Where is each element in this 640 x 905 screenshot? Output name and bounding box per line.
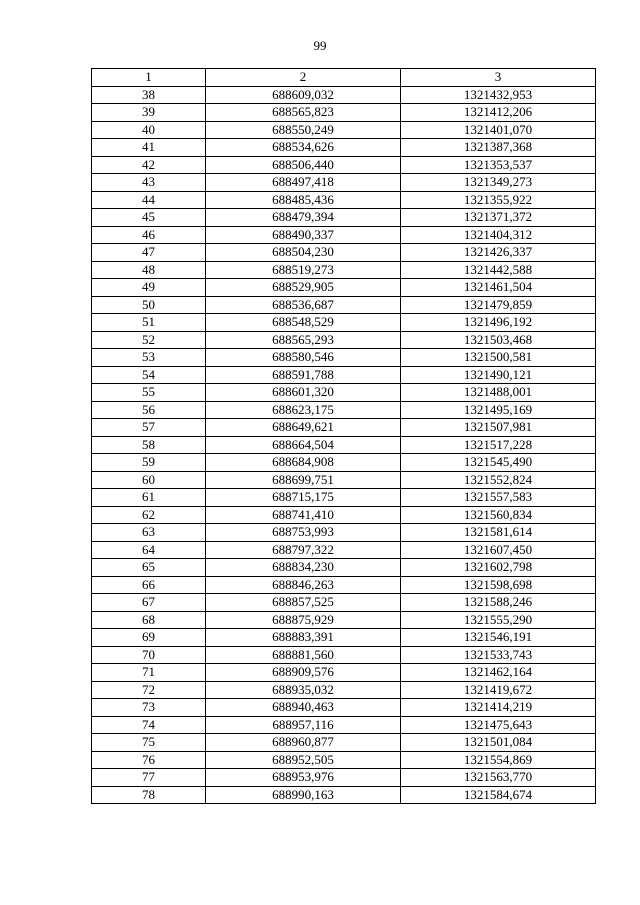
y-coordinate-cell: 1321588,246 xyxy=(401,594,596,612)
point-number-cell: 63 xyxy=(92,524,206,542)
x-coordinate-cell: 688940,463 xyxy=(206,699,401,717)
point-number-cell: 50 xyxy=(92,296,206,314)
y-coordinate-cell: 1321581,614 xyxy=(401,524,596,542)
table-row xyxy=(92,156,596,174)
point-number-cell: 57 xyxy=(92,419,206,437)
table-row xyxy=(92,751,596,769)
y-coordinate-cell: 1321488,001 xyxy=(401,384,596,402)
column-header-x: 2 xyxy=(206,69,401,87)
table-row xyxy=(92,104,596,122)
y-coordinate-cell: 1321404,312 xyxy=(401,226,596,244)
y-coordinate-cell: 1321414,219 xyxy=(401,699,596,717)
y-coordinate-cell: 1321501,084 xyxy=(401,734,596,752)
x-coordinate-cell: 688609,032 xyxy=(206,86,401,104)
y-coordinate-cell: 1321462,164 xyxy=(401,664,596,682)
column-header-point: 1 xyxy=(92,69,206,87)
x-coordinate-cell: 688990,163 xyxy=(206,786,401,804)
y-coordinate-cell: 1321602,798 xyxy=(401,559,596,577)
x-coordinate-cell: 688753,993 xyxy=(206,524,401,542)
point-number-cell: 71 xyxy=(92,664,206,682)
y-coordinate-cell: 1321598,698 xyxy=(401,576,596,594)
point-number-cell: 72 xyxy=(92,681,206,699)
point-number-cell: 76 xyxy=(92,751,206,769)
point-number-cell: 46 xyxy=(92,226,206,244)
table-row xyxy=(92,716,596,734)
x-coordinate-cell: 688935,032 xyxy=(206,681,401,699)
point-number-cell: 53 xyxy=(92,349,206,367)
y-coordinate-cell: 1321355,922 xyxy=(401,191,596,209)
table-row xyxy=(92,699,596,717)
point-number-cell: 62 xyxy=(92,506,206,524)
table-row xyxy=(92,611,596,629)
y-coordinate-cell: 1321496,192 xyxy=(401,314,596,332)
column-header-y: 3 xyxy=(401,69,596,87)
x-coordinate-cell: 688506,440 xyxy=(206,156,401,174)
table-row xyxy=(92,576,596,594)
point-number-cell: 68 xyxy=(92,611,206,629)
y-coordinate-cell: 1321412,206 xyxy=(401,104,596,122)
x-coordinate-cell: 688649,621 xyxy=(206,419,401,437)
y-coordinate-cell: 1321349,273 xyxy=(401,174,596,192)
point-number-cell: 44 xyxy=(92,191,206,209)
y-coordinate-cell: 1321517,228 xyxy=(401,436,596,454)
point-number-cell: 52 xyxy=(92,331,206,349)
x-coordinate-cell: 688550,249 xyxy=(206,121,401,139)
table-row xyxy=(92,786,596,804)
point-number-cell: 65 xyxy=(92,559,206,577)
table-row xyxy=(92,419,596,437)
x-coordinate-cell: 688699,751 xyxy=(206,471,401,489)
y-coordinate-cell: 1321475,643 xyxy=(401,716,596,734)
x-coordinate-cell: 688565,293 xyxy=(206,331,401,349)
table-row xyxy=(92,314,596,332)
point-number-cell: 56 xyxy=(92,401,206,419)
x-coordinate-cell: 688952,505 xyxy=(206,751,401,769)
table-row xyxy=(92,541,596,559)
y-coordinate-cell: 1321371,372 xyxy=(401,209,596,227)
x-coordinate-cell: 688580,546 xyxy=(206,349,401,367)
point-number-cell: 49 xyxy=(92,279,206,297)
table-row xyxy=(92,769,596,787)
point-number-cell: 39 xyxy=(92,104,206,122)
y-coordinate-cell: 1321490,121 xyxy=(401,366,596,384)
table-row xyxy=(92,646,596,664)
y-coordinate-cell: 1321584,674 xyxy=(401,786,596,804)
y-coordinate-cell: 1321557,583 xyxy=(401,489,596,507)
y-coordinate-cell: 1321432,953 xyxy=(401,86,596,104)
coordinates-table xyxy=(91,68,596,804)
table-row xyxy=(92,244,596,262)
x-coordinate-cell: 688485,436 xyxy=(206,191,401,209)
table-row xyxy=(92,559,596,577)
point-number-cell: 67 xyxy=(92,594,206,612)
header-row xyxy=(92,69,596,87)
point-number-cell: 60 xyxy=(92,471,206,489)
table-row xyxy=(92,86,596,104)
table-row xyxy=(92,349,596,367)
y-coordinate-cell: 1321503,468 xyxy=(401,331,596,349)
y-coordinate-cell: 1321461,504 xyxy=(401,279,596,297)
table-row xyxy=(92,366,596,384)
y-coordinate-cell: 1321552,824 xyxy=(401,471,596,489)
y-coordinate-cell: 1321607,450 xyxy=(401,541,596,559)
table-row xyxy=(92,489,596,507)
x-coordinate-cell: 688715,175 xyxy=(206,489,401,507)
table-row xyxy=(92,331,596,349)
x-coordinate-cell: 688529,905 xyxy=(206,279,401,297)
point-number-cell: 66 xyxy=(92,576,206,594)
point-number-cell: 69 xyxy=(92,629,206,647)
x-coordinate-cell: 688565,823 xyxy=(206,104,401,122)
page-number: 99 xyxy=(313,38,327,53)
x-coordinate-cell: 688664,504 xyxy=(206,436,401,454)
table-row xyxy=(92,209,596,227)
x-coordinate-cell: 688504,230 xyxy=(206,244,401,262)
x-coordinate-cell: 688536,687 xyxy=(206,296,401,314)
point-number-cell: 40 xyxy=(92,121,206,139)
table-row xyxy=(92,226,596,244)
x-coordinate-cell: 688684,908 xyxy=(206,454,401,472)
table-body xyxy=(92,86,596,804)
x-coordinate-cell: 688601,320 xyxy=(206,384,401,402)
x-coordinate-cell: 688957,116 xyxy=(206,716,401,734)
y-coordinate-cell: 1321479,859 xyxy=(401,296,596,314)
table-row xyxy=(92,261,596,279)
point-number-cell: 61 xyxy=(92,489,206,507)
point-number-cell: 42 xyxy=(92,156,206,174)
x-coordinate-cell: 688960,877 xyxy=(206,734,401,752)
y-coordinate-cell: 1321500,581 xyxy=(401,349,596,367)
x-coordinate-cell: 688534,626 xyxy=(206,139,401,157)
point-number-cell: 75 xyxy=(92,734,206,752)
x-coordinate-cell: 688881,560 xyxy=(206,646,401,664)
table-row xyxy=(92,296,596,314)
table-row xyxy=(92,191,596,209)
point-number-cell: 59 xyxy=(92,454,206,472)
point-number-cell: 74 xyxy=(92,716,206,734)
x-coordinate-cell: 688953,976 xyxy=(206,769,401,787)
table-row xyxy=(92,436,596,454)
point-number-cell: 70 xyxy=(92,646,206,664)
x-coordinate-cell: 688490,337 xyxy=(206,226,401,244)
table-row xyxy=(92,401,596,419)
x-coordinate-cell: 688519,273 xyxy=(206,261,401,279)
table-row xyxy=(92,454,596,472)
x-coordinate-cell: 688797,322 xyxy=(206,541,401,559)
y-coordinate-cell: 1321387,368 xyxy=(401,139,596,157)
table-row xyxy=(92,174,596,192)
y-coordinate-cell: 1321546,191 xyxy=(401,629,596,647)
x-coordinate-cell: 688875,929 xyxy=(206,611,401,629)
table-row xyxy=(92,121,596,139)
x-coordinate-cell: 688479,394 xyxy=(206,209,401,227)
y-coordinate-cell: 1321442,588 xyxy=(401,261,596,279)
point-number-cell: 64 xyxy=(92,541,206,559)
y-coordinate-cell: 1321353,537 xyxy=(401,156,596,174)
x-coordinate-cell: 688623,175 xyxy=(206,401,401,419)
table-row xyxy=(92,629,596,647)
x-coordinate-cell: 688909,576 xyxy=(206,664,401,682)
point-number-cell: 54 xyxy=(92,366,206,384)
point-number-cell: 47 xyxy=(92,244,206,262)
y-coordinate-cell: 1321560,834 xyxy=(401,506,596,524)
table-row xyxy=(92,664,596,682)
x-coordinate-cell: 688857,525 xyxy=(206,594,401,612)
table-row xyxy=(92,594,596,612)
x-coordinate-cell: 688846,263 xyxy=(206,576,401,594)
point-number-cell: 73 xyxy=(92,699,206,717)
y-coordinate-cell: 1321555,290 xyxy=(401,611,596,629)
point-number-cell: 45 xyxy=(92,209,206,227)
point-number-cell: 38 xyxy=(92,86,206,104)
y-coordinate-cell: 1321401,070 xyxy=(401,121,596,139)
point-number-cell: 48 xyxy=(92,261,206,279)
y-coordinate-cell: 1321545,490 xyxy=(401,454,596,472)
table-header xyxy=(92,69,596,87)
y-coordinate-cell: 1321563,770 xyxy=(401,769,596,787)
point-number-cell: 43 xyxy=(92,174,206,192)
y-coordinate-cell: 1321419,672 xyxy=(401,681,596,699)
table-row xyxy=(92,734,596,752)
point-number-cell: 78 xyxy=(92,786,206,804)
table-row xyxy=(92,471,596,489)
x-coordinate-cell: 688834,230 xyxy=(206,559,401,577)
table-row xyxy=(92,524,596,542)
y-coordinate-cell: 1321426,337 xyxy=(401,244,596,262)
table-row xyxy=(92,139,596,157)
point-number-cell: 51 xyxy=(92,314,206,332)
y-coordinate-cell: 1321554,869 xyxy=(401,751,596,769)
x-coordinate-cell: 688497,418 xyxy=(206,174,401,192)
point-number-cell: 41 xyxy=(92,139,206,157)
table-row xyxy=(92,681,596,699)
point-number-cell: 58 xyxy=(92,436,206,454)
y-coordinate-cell: 1321495,169 xyxy=(401,401,596,419)
x-coordinate-cell: 688591,788 xyxy=(206,366,401,384)
x-coordinate-cell: 688741,410 xyxy=(206,506,401,524)
table-row xyxy=(92,279,596,297)
y-coordinate-cell: 1321507,981 xyxy=(401,419,596,437)
table-row xyxy=(92,384,596,402)
table-row xyxy=(92,506,596,524)
point-number-cell: 55 xyxy=(92,384,206,402)
y-coordinate-cell: 1321533,743 xyxy=(401,646,596,664)
x-coordinate-cell: 688883,391 xyxy=(206,629,401,647)
point-number-cell: 77 xyxy=(92,769,206,787)
x-coordinate-cell: 688548,529 xyxy=(206,314,401,332)
